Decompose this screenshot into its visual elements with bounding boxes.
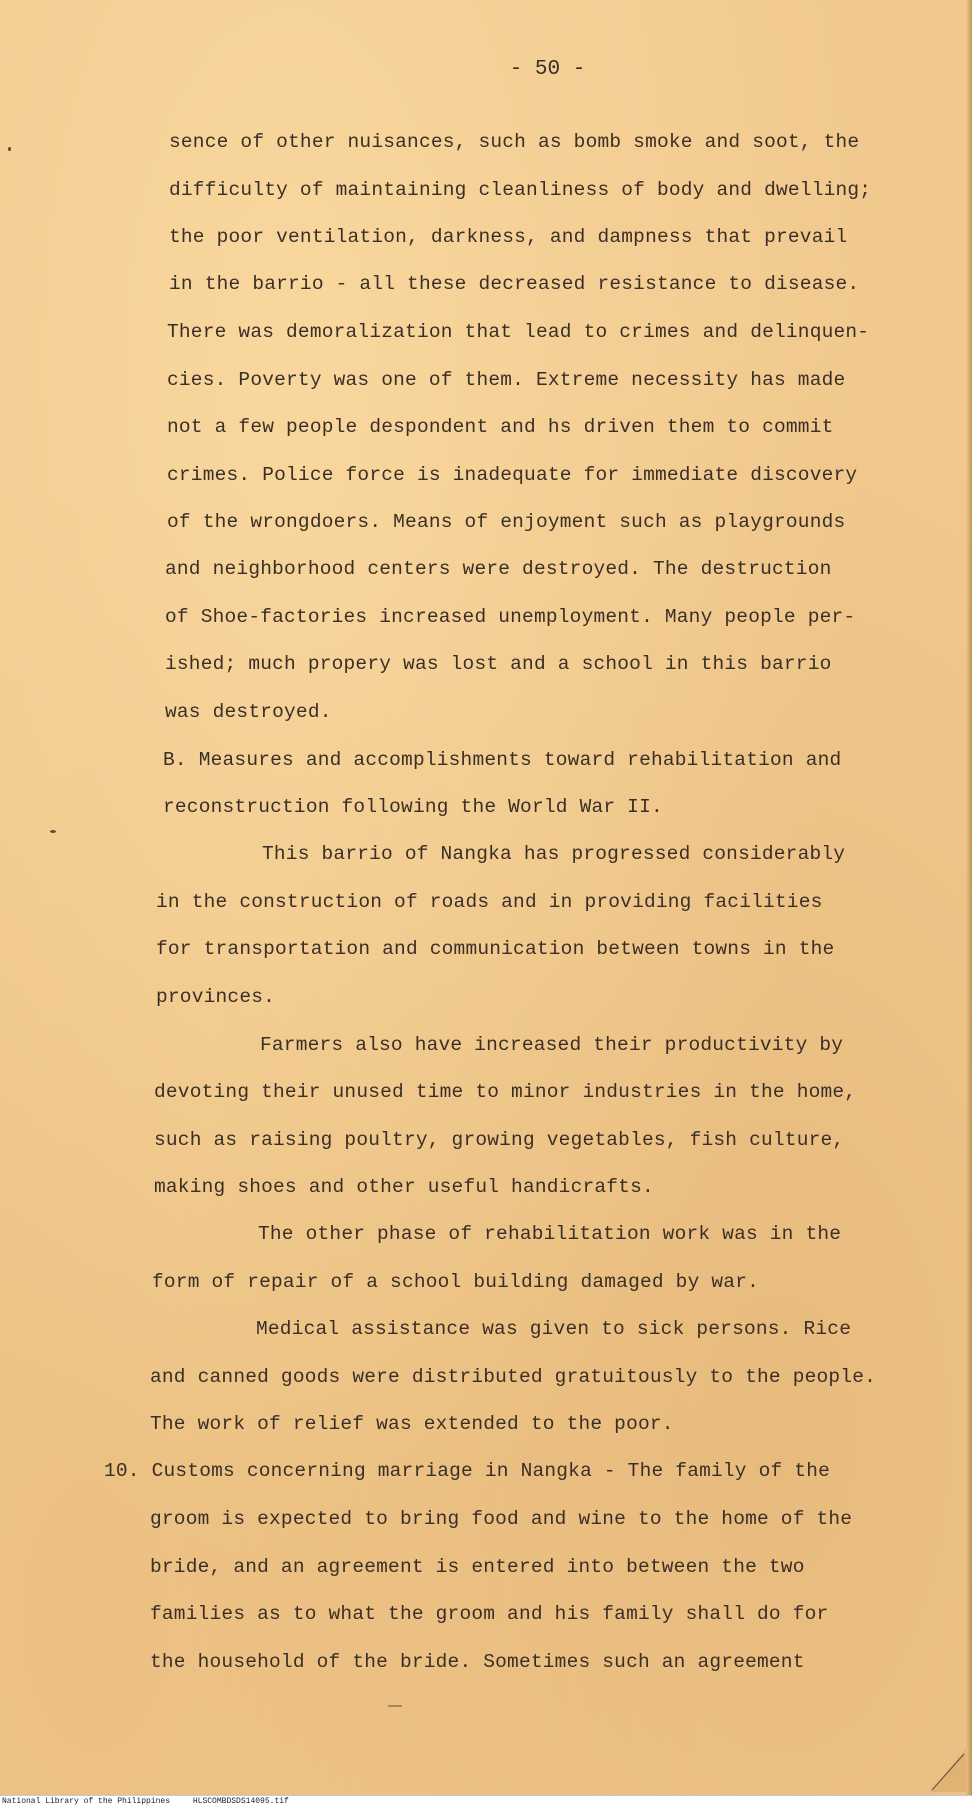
- text-line: of Shoe-factories increased unemployment. Many people per-: [165, 606, 856, 628]
- page-number: - 50 -: [509, 58, 586, 81]
- numbered-item: 10. Customs concerning marriage in Nangka - The family of the: [104, 1460, 831, 1482]
- text-line: groom is expected to bring food and wine to the home of the: [150, 1508, 853, 1530]
- text-line: cies. Poverty was one of them. Extreme necessity has made: [167, 369, 846, 391]
- text-line: for transportation and communication between towns in the: [156, 938, 835, 960]
- text-line: of the wrongdoers. Means of enjoyment such as playgrounds: [167, 511, 846, 533]
- text-line: making shoes and other useful handicrafts.: [154, 1176, 654, 1198]
- text-line: sence of other nuisances, such as bomb smoke and soot, the: [169, 131, 860, 153]
- text-line: in the barrio - all these decreased resistance to disease.: [169, 273, 860, 295]
- text-line: crimes. Police force is inadequate for immediate discovery: [167, 464, 858, 486]
- text-line: families as to what the groom and his family shall do for: [150, 1603, 829, 1625]
- file-code: HLSCOMBDSDS14095.tif: [192, 1797, 289, 1806]
- text-line: and neighborhood centers were destroyed. The destruction: [165, 558, 832, 580]
- text-line: the household of the bride. Sometimes such an agreement: [150, 1651, 805, 1673]
- text-line: difficulty of maintaining cleanliness of body and dwelling;: [169, 179, 872, 201]
- text-line: and canned goods were distributed gratuitously to the people.: [150, 1366, 877, 1388]
- section-heading: reconstruction following the World War II.: [163, 796, 663, 818]
- text-line: such as raising poultry, growing vegetables, fish culture,: [154, 1129, 845, 1151]
- ink-speck: [50, 830, 56, 833]
- library-credit: National Library of the Philippines: [2, 1797, 171, 1806]
- text-line: was destroyed.: [165, 701, 332, 723]
- text-line: ished; much propery was lost and a school in this barrio: [165, 653, 832, 675]
- text-line: Medical assistance was given to sick persons. Rice: [256, 1318, 852, 1340]
- text-line: This barrio of Nangka has progressed considerably: [262, 843, 846, 865]
- text-line: in the construction of roads and in providing facilities: [156, 891, 823, 913]
- ink-speck: [388, 1705, 402, 1707]
- text-line: bride, and an agreement is entered into between the two: [150, 1556, 805, 1578]
- folded-corner: [928, 1748, 966, 1792]
- text-line: There was demoralization that lead to crimes and delinquen-: [167, 321, 870, 343]
- text-line: not a few people despondent and hs driven them to commit: [167, 416, 834, 438]
- section-heading: B. Measures and accomplishments toward rehabilitation and: [163, 749, 842, 771]
- ink-speck: [8, 147, 11, 151]
- text-line: the poor ventilation, darkness, and dampness that prevail: [169, 226, 848, 248]
- text-line: The other phase of rehabilitation work was in the: [258, 1223, 842, 1245]
- page-edge-shadow: [966, 0, 972, 1795]
- text-line: Farmers also have increased their productivity by: [260, 1034, 844, 1056]
- text-line: devoting their unused time to minor industries in the home,: [154, 1081, 857, 1103]
- text-line: form of repair of a school building damaged by war.: [152, 1271, 759, 1293]
- text-line: The work of relief was extended to the poor.: [150, 1413, 674, 1435]
- text-line: provinces.: [156, 986, 276, 1008]
- scan-footer: [0, 1795, 972, 1809]
